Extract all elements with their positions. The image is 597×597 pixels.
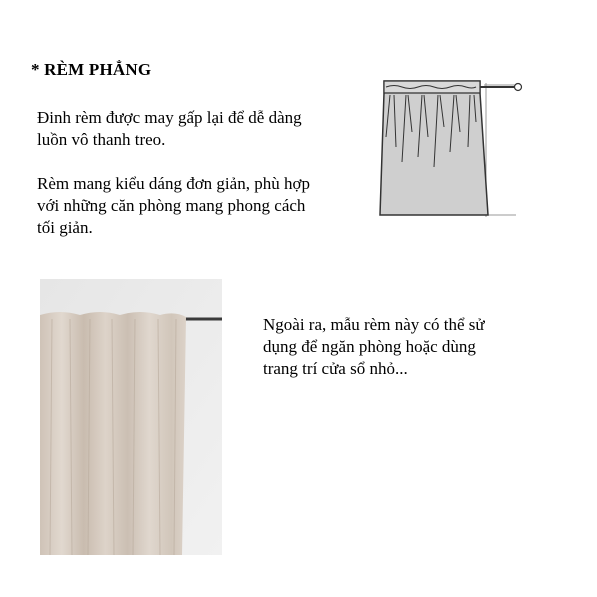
text-line: Đinh rèm được may gấp lại để dễ dàng xyxy=(37,108,302,127)
text-line: tối giản. xyxy=(37,218,93,237)
text-line: trang trí cửa sổ nhỏ... xyxy=(263,359,408,378)
text-line: luồn vô thanh treo. xyxy=(37,130,166,149)
section-title: * RÈM PHẲNG xyxy=(31,60,152,79)
curtain-photo xyxy=(40,279,222,555)
text-line: với những căn phòng mang phong cách xyxy=(37,196,306,215)
paragraph-simple-style xyxy=(37,173,367,239)
text-line: dụng để ngăn phòng hoặc dùng xyxy=(263,337,476,356)
curtain-illustration xyxy=(376,77,524,221)
text-line: Rèm mang kiểu dáng đơn giản, phù hợp xyxy=(37,174,310,193)
paragraph-rod-pocket xyxy=(37,107,367,151)
text-line: Ngoài ra, mẫu rèm này có thể sử xyxy=(263,315,485,334)
paragraph-other-uses xyxy=(263,314,563,380)
